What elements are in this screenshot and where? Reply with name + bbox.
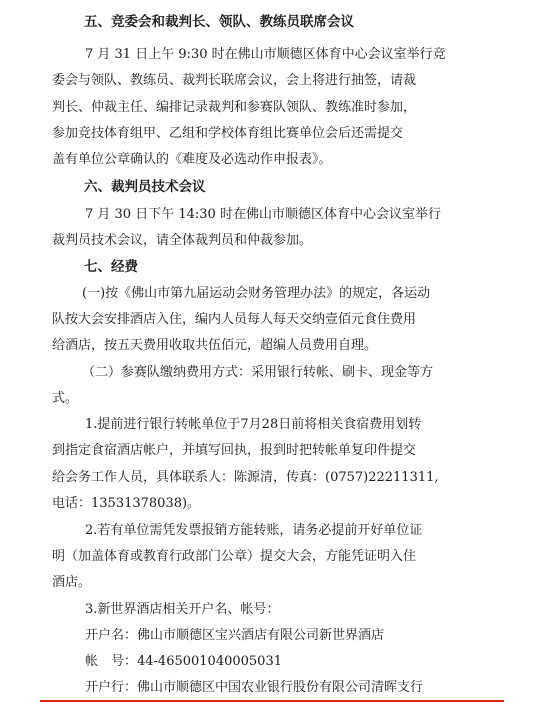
paragraph-line: 到指定食宿酒店帐户，并填写回执，报到时把转帐单复印件提交 — [52, 443, 417, 458]
paragraph-line: (一)按《佛山市第九届运动会财务管理办法》的规定，各运动 — [82, 286, 431, 301]
paragraph-line: 参加竞技体育组甲、乙组和学校体育组比赛单位会后还需提交 — [52, 126, 404, 141]
paragraph-line: 盖有单位公章确认的《难度及必选动作申报表》。 — [52, 152, 332, 167]
paragraph-line: 裁判员技术会议，请全体裁判员和仲裁参加。 — [52, 233, 313, 248]
paragraph-line: 给会务工作人员，具体联系人：陈源清，传真：(0757)22211311, — [52, 470, 439, 485]
paragraph-line: （二）参赛队缴纳费用方式：采用银行转帐、刷卡、现金等方 — [82, 365, 434, 380]
section-heading-7: 七、经费 — [84, 259, 138, 275]
paragraph-line: 队按大会安排酒店入住，编内人员每人每天交纳壹佰元食住费用 — [52, 312, 417, 327]
paragraph-line: 判长、仲裁主任、编排记录裁判和参赛队领队、教练准时参加， — [52, 100, 417, 115]
paragraph-line: 7 月 30 日下午 14:30 时在佛山市顺德区体育中心会议室举行 — [85, 207, 441, 222]
paragraph-line: 7 月 31 日上午 9:30 时在佛山市顺德区体育中心会议室举行竞 — [85, 47, 446, 62]
paragraph-line: 2.若有单位需凭发票报销方能转账，请务必提前开好单位证 — [85, 523, 423, 538]
bank-branch-line: 开户行：佛山市顺德区中国农业银行股份有限公司清晖支行 — [85, 680, 424, 695]
paragraph-line: 式。 — [52, 391, 79, 406]
paragraph-line: 酒店。 — [52, 575, 92, 590]
paragraph-line: 委会与领队、教练员、裁判长联席会议，会上将进行抽签，请裁 — [52, 73, 417, 88]
section-heading-6: 六、裁判员技术会议 — [84, 179, 206, 195]
account-name-line: 开户名：佛山市顺德区宝兴酒店有限公司新世界酒店 — [85, 628, 385, 643]
paragraph-line: 1.提前进行银行转帐单位于7月28日前将相关食宿费用划转 — [85, 417, 422, 432]
paragraph-line: 明（加盖体育或教育行政部门公章）提交大会，方能凭证明入住 — [52, 549, 417, 564]
paragraph-line: 电话：13531378038)。 — [52, 496, 201, 511]
bottom-red-rule — [40, 700, 504, 702]
section-heading-5: 五、竞委会和裁判长、领队、教练员联席会议 — [84, 14, 354, 30]
paragraph-line: 给酒店，按五天费用收取共伍佰元，超编人员费用自理。 — [52, 338, 378, 353]
account-number-line: 帐 号：44-465001040005031 — [85, 654, 282, 669]
paragraph-line: 3.新世界酒店相关开户名、帐号： — [85, 602, 280, 617]
